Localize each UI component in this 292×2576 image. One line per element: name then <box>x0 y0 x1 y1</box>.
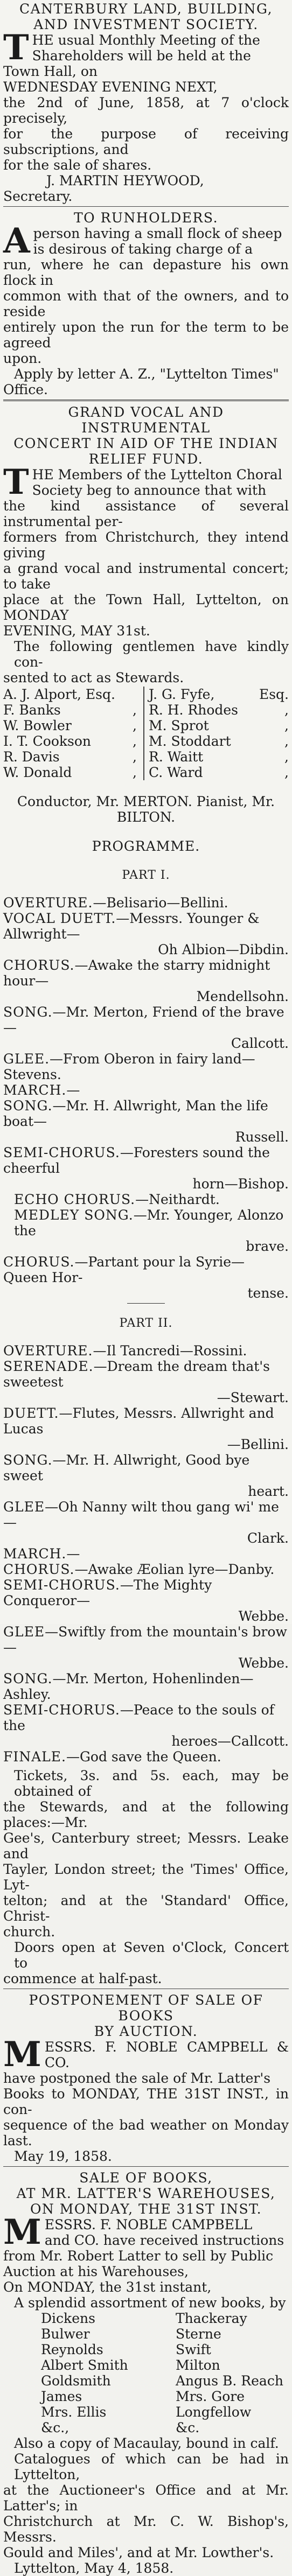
programme-item: SEMI-CHORUS.—Foresters sound the cheerful <box>3 1145 270 1176</box>
programme-item: VOCAL DUETT.—Messrs. Younger & Allwright— <box>3 911 260 942</box>
author: Longfellow <box>176 2404 252 2420</box>
body-line: for the purpose of receiving subscriptions, and <box>3 126 289 157</box>
body-line: have postponed the sale of Mr. Latter's <box>3 2070 271 2086</box>
programme-item: FINALE.—God save the Queen. <box>3 1749 221 1765</box>
body-line: Apply by letter A. Z., "Lyttelton Times" <box>14 366 279 382</box>
body-line: is desirous of taking charge of a <box>33 241 253 257</box>
programme-item: SONG.—Mr. H. Allwright, Good bye sweet <box>3 1452 250 1483</box>
programme-item: CHORUS.—Awake Æolian lyre—Danby. <box>3 1562 275 1577</box>
programme-item: SONG.—Mr. Merton, Friend of the brave— <box>3 1004 284 1035</box>
body-line: sequence of the bad weather on Monday last. <box>3 2117 289 2148</box>
programme-item: GLEE—Swiftly from the mountain's brow— <box>3 1624 287 1655</box>
ad-heading-line: CONCERT IN AID OF THE INDIAN <box>13 436 279 451</box>
author: Mrs. Ellis <box>41 2404 107 2420</box>
author: Goldsmith <box>41 2373 111 2389</box>
body-line: Tickets, 3s. and 5s. each, may be obtained of <box>14 1768 289 1799</box>
steward: R. Davis , <box>3 749 137 765</box>
programme-item-cont: brave. <box>246 1238 289 1254</box>
author: &c., <box>41 2420 69 2435</box>
author: Dickens <box>41 2311 95 2326</box>
programme-item-cont: Mendellsohn. <box>196 989 289 1004</box>
divider <box>3 400 289 401</box>
drop-cap: A <box>3 221 30 261</box>
body-line: Society beg to announce that with <box>32 482 267 498</box>
stewards-left <box>3 687 143 780</box>
body-line: The following gentlemen have kindly con- <box>14 639 289 670</box>
programme-item-cont: heroes—Callcott. <box>171 1733 289 1749</box>
steward: F. Banks , <box>3 702 137 718</box>
programme-item: DUETT.—Flutes, Messrs. Allwright and Lucas <box>3 1405 274 1437</box>
programme-item-cont: Clark. <box>247 1530 289 1546</box>
programme-item-cont: horn—Bishop. <box>192 1176 289 1192</box>
body-line: Gould and Miles', and at Mr. Lowther's. <box>3 2545 274 2560</box>
author: Angus B. Reach <box>176 2373 283 2389</box>
steward: R. H. Rhodes , <box>149 702 289 718</box>
divider <box>3 206 289 207</box>
programme-item: MEDLEY SONG.—Mr. Younger, Alonzo the <box>14 1207 284 1238</box>
programme-item: MARCH.— <box>3 1082 80 1098</box>
body-line: run, where he can depasture his own flock in <box>3 257 289 288</box>
part-heading: PART I. <box>122 869 170 882</box>
programme-item: SERENADE.—Dream the dream that's sweetest <box>3 1359 270 1390</box>
programme-item-cont: tense. <box>247 1285 289 1301</box>
steward: M. Sprot , <box>149 718 289 733</box>
body-line: HE Members of the Lyttelton Choral <box>32 467 282 482</box>
author: Reynolds <box>41 2342 103 2357</box>
body-line: ESSRS. F. NOBLE CAMPBELL <box>44 2217 253 2232</box>
conductor-line: Conductor, Mr. MERTON. Pianist, Mr. BILTON. <box>17 794 275 825</box>
ad-heading-line: BY AUCTION. <box>94 2024 198 2039</box>
body-line: telton; and at the 'Standard' Office, Christ- <box>3 1893 289 1924</box>
author: Thackeray <box>176 2311 247 2326</box>
ad-heading-line: RELIEF FUND. <box>88 451 204 467</box>
part-heading: PART II. <box>119 1317 173 1330</box>
ad-heading: TO RUNHOLDERS. <box>73 210 219 226</box>
steward: R. Waitt , <box>149 749 289 765</box>
body-line: place at the Town Hall, Lyttelton, on MONDAY <box>3 592 289 623</box>
body-line: the Stewards, and at the following places:—Mr. <box>3 1799 289 1830</box>
body-line: Gee's, Canterbury street; Messrs. Leake and <box>3 1830 289 1861</box>
divider <box>3 2166 289 2167</box>
programme-item: GLEE—Oh Nanny wilt thou gang wi' me— <box>3 1499 279 1530</box>
programme-item: SEMI-CHORUS.—The Mighty Conqueror— <box>3 1577 212 1608</box>
ad-heading-line: SALE OF BOOKS, <box>79 2170 213 2186</box>
programme-item-cont: Oh Albion—Dibdin. <box>158 942 289 957</box>
drop-cap: M <box>3 2212 41 2252</box>
programme-item-cont: Webbe. <box>238 1655 289 1671</box>
programme-item-cont: heart. <box>248 1483 289 1499</box>
body-line: upon. <box>3 351 42 366</box>
programme-item: OVERTURE.—Il Tancredi—Rossini. <box>3 1343 247 1359</box>
programme-item: SONG.—Mr. H. Allwright, Man the life boat— <box>3 1098 268 1129</box>
programme-item: OVERTURE.—Belisario—Bellini. <box>3 895 228 911</box>
body-line: formers from Christchurch, they intend giving <box>3 529 289 561</box>
body-line: the 2nd of June, 1858, at 7 o'clock precisely, <box>3 95 289 126</box>
body-line: a grand vocal and instrumental concert; to take <box>3 561 289 592</box>
author: Bulwer <box>41 2326 90 2342</box>
author: Swift <box>176 2342 211 2357</box>
ad-heading-line: ON MONDAY, THE 31ST INST. <box>30 2201 262 2217</box>
programme-item: CHORUS.—Partant pour la Syrie—Queen Hor- <box>3 1254 245 1285</box>
body-line: at the Auctioneer's Office and at Mr. Latter's; in <box>3 2482 289 2514</box>
ad-canterbury-society <box>3 1 289 204</box>
author: Albert Smith <box>41 2357 128 2373</box>
body-line: Town Hall, on <box>3 64 98 79</box>
body-line: On MONDAY, the 31st instant, <box>3 2279 212 2295</box>
body-line: entirely upon the run for the term to be agreed <box>3 319 289 351</box>
programme-item: ECHO CHORUS.—Neithardt. <box>14 1192 220 1207</box>
authors-left <box>3 2311 154 2435</box>
body-line: A splendid assortment of new books, by <box>14 2295 286 2311</box>
ad-concert <box>3 404 289 1986</box>
body-line: common with that of the owners, and to reside <box>3 288 289 319</box>
body-line: Christchurch at Mr. C. W. Bishop's, Messrs. <box>3 2514 289 2545</box>
steward: W. Donald , <box>3 765 137 780</box>
steward: J. G. Fyfe, Esq. <box>149 687 289 702</box>
body-line: Books to MONDAY, THE 31ST INST., in con- <box>3 2086 289 2117</box>
ad-heading-line: AND INVESTMENT SOCIETY. <box>33 17 259 32</box>
body-line: church. <box>3 1924 55 1940</box>
author: Sterne <box>176 2326 221 2342</box>
stewards-list <box>3 687 289 780</box>
body-line: sented to act as Stewards. <box>3 670 184 685</box>
ad-runholders <box>3 210 289 397</box>
ad-heading-line: CANTERBURY LAND, BUILDING, <box>19 1 273 17</box>
drop-cap: T <box>3 27 29 68</box>
body-line: Tayler, London street; the 'Times' Office, Lyt- <box>3 1861 289 1893</box>
stewards-right <box>143 687 289 780</box>
steward: C. Ward , <box>149 765 289 780</box>
body-line: Catalogues of which can be had in Lyttelton, <box>14 2451 289 2482</box>
programme-item-cont: Russell. <box>235 1129 289 1145</box>
body-line: Auction at his Warehouses, <box>3 2264 189 2279</box>
body-line: Doors open at Seven o'Clock, Concert to <box>14 1940 289 1971</box>
programme-item: GLEE.—From Oberon in fairy land—Stevens. <box>3 1051 255 1082</box>
body-line: ESSRS. F. NOBLE CAMPBELL & CO. <box>44 2039 289 2070</box>
steward: A. J. Alport, Esq. <box>3 687 115 702</box>
programme-part-1 <box>3 895 289 1301</box>
programme-item-cont: —Stewart. <box>217 1390 289 1405</box>
body-line: and CO. have received instructions <box>44 2232 284 2248</box>
steward: I. T. Cookson , <box>3 733 137 749</box>
signature-title: Secretary. <box>3 188 73 204</box>
steward: M. Stoddart , <box>149 733 289 749</box>
programme-item: SONG.—Mr. Merton, Hohenlinden—Ashley. <box>3 1671 254 1702</box>
author: &c. <box>176 2420 200 2435</box>
body-line: person having a small flock of sheep <box>33 226 282 241</box>
authors-list <box>3 2311 289 2435</box>
ad-heading-line: GRAND VOCAL AND INSTRUMENTAL <box>68 404 224 436</box>
programme-item-cont: Callcott. <box>231 1035 289 1051</box>
drop-cap: M <box>3 2034 41 2075</box>
ad-heading-line: AT MR. LATTER'S WAREHOUSES, <box>16 2186 276 2201</box>
body-line: the kind assistance of several instrumental per- <box>3 498 289 529</box>
body-line: commence at half-past. <box>3 1971 162 1986</box>
author: Mrs. Gore <box>176 2389 245 2404</box>
body-line: for the sale of shares. <box>3 157 152 173</box>
authors-right <box>176 2311 289 2435</box>
drop-cap: T <box>3 462 29 502</box>
programme-part-2 <box>3 1343 289 1765</box>
date-line: Lyttelton, May 4, 1858. <box>14 2560 174 2576</box>
steward: W. Bowler , <box>3 718 137 733</box>
body-line: HE usual Monthly Meeting of the <box>32 32 260 48</box>
programme-item: CHORUS.—Awake the starry midnight hour— <box>3 957 270 989</box>
date-line: WEDNESDAY EVENING NEXT, <box>3 79 218 95</box>
programme-item-cont: —Bellini. <box>227 1437 289 1452</box>
author: Milton <box>176 2357 220 2373</box>
body-line: Also a copy of Macaulay, bound in calf. <box>14 2435 279 2451</box>
signature: J. MARTIN HEYWOOD, <box>46 173 204 188</box>
programme-item-cont: Webbe. <box>238 1608 289 1624</box>
author: James <box>41 2389 82 2404</box>
body-line: from Mr. Robert Latter to sell by Public <box>3 2248 274 2264</box>
short-divider <box>127 1303 165 1304</box>
programme-item: SEMI-CHORUS.—Peace to the souls of the <box>3 1702 274 1733</box>
programme-heading: PROGRAMME. <box>92 838 200 854</box>
body-line: EVENING, MAY 31st. <box>3 623 150 639</box>
body-line: Shareholders will be held at the <box>32 48 251 64</box>
date-line: May 19, 1858. <box>14 2148 112 2164</box>
ad-postponement <box>3 1992 289 2164</box>
ad-sale-of-books <box>3 2170 289 2576</box>
body-line: Office. <box>3 382 48 397</box>
programme-item: MARCH.— <box>3 1546 80 1562</box>
ad-heading-line: POSTPONEMENT OF SALE OF BOOKS <box>29 1992 263 2024</box>
